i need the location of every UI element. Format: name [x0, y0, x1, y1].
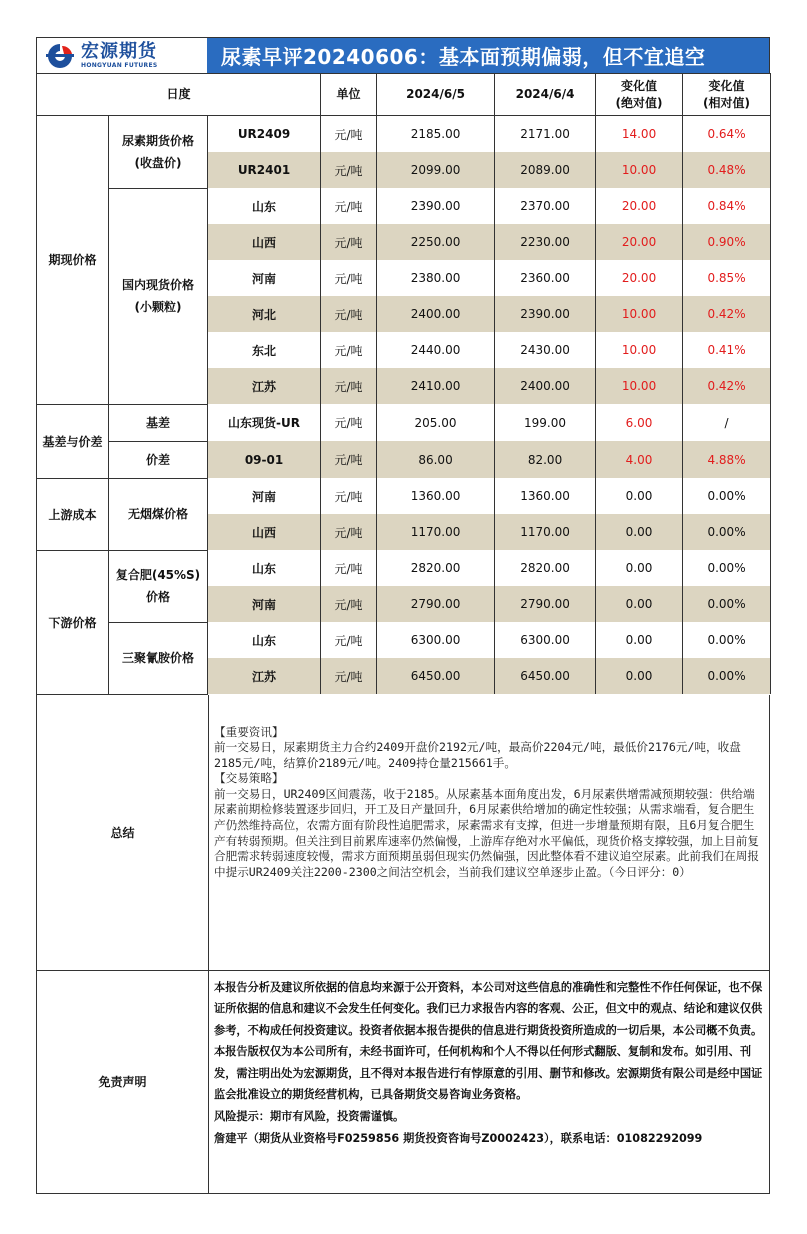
row-rel-change: 0.90% [683, 224, 771, 260]
row-rel-change: 0.41% [683, 332, 771, 368]
row-unit: 元/吨 [321, 152, 377, 188]
disclaimer-section [36, 971, 770, 1194]
row-unit: 元/吨 [321, 514, 377, 550]
row-abs-change: 0.00 [596, 478, 683, 514]
row-item: 河南 [208, 478, 321, 514]
subgroup-coal: 无烟煤价格 [109, 478, 208, 550]
row-rel-change: 0.00% [683, 478, 771, 514]
header-date1: 2024/6/5 [377, 74, 495, 116]
row-item: 09-01 [208, 441, 321, 478]
row-unit: 元/吨 [321, 332, 377, 368]
report-title: 尿素早评20240606：基本面预期偏弱，但不宜追空 [207, 38, 769, 73]
disclaimer-text [209, 971, 769, 1193]
hongyuan-logo-icon [43, 42, 77, 70]
row-unit: 元/吨 [321, 116, 377, 153]
row-unit: 元/吨 [321, 296, 377, 332]
row-unit: 元/吨 [321, 368, 377, 404]
subgroup-basis: 基差 [109, 404, 208, 441]
row-value-date2: 2230.00 [495, 224, 596, 260]
row-item: 山西 [208, 514, 321, 550]
row-rel-change: 0.42% [683, 368, 771, 404]
row-unit: 元/吨 [321, 441, 377, 478]
row-abs-change: 14.00 [596, 116, 683, 153]
row-value-date2: 1170.00 [495, 514, 596, 550]
row-abs-change: 20.00 [596, 188, 683, 224]
row-item: 河北 [208, 296, 321, 332]
row-abs-change: 10.00 [596, 368, 683, 404]
row-rel-change: 0.64% [683, 116, 771, 153]
row-value-date2: 1360.00 [495, 478, 596, 514]
row-abs-change: 10.00 [596, 332, 683, 368]
row-value-date1: 2390.00 [377, 188, 495, 224]
row-item: 河南 [208, 260, 321, 296]
header-date2: 2024/6/4 [495, 74, 596, 116]
row-value-date1: 2440.00 [377, 332, 495, 368]
row-abs-change: 20.00 [596, 224, 683, 260]
row-value-date2: 199.00 [495, 404, 596, 441]
row-value-date1: 2820.00 [377, 550, 495, 586]
row-value-date1: 2380.00 [377, 260, 495, 296]
row-abs-change: 0.00 [596, 586, 683, 622]
row-abs-change: 6.00 [596, 404, 683, 441]
row-value-date1: 2250.00 [377, 224, 495, 260]
subgroup-spread: 价差 [109, 441, 208, 478]
summary-text [209, 695, 769, 970]
row-abs-change: 0.00 [596, 550, 683, 586]
report-sheet [36, 37, 770, 1194]
news-heading: 【重要资讯】 [214, 724, 284, 739]
logo-english: HONGYUAN FUTURES [81, 61, 158, 69]
row-rel-change: 0.00% [683, 514, 771, 550]
disclaimer-label: 免责声明 [37, 971, 209, 1193]
header-abs-change: 变化值 (绝对值) [596, 74, 683, 116]
row-value-date2: 2430.00 [495, 332, 596, 368]
row-abs-change: 0.00 [596, 658, 683, 694]
row-abs-change: 20.00 [596, 260, 683, 296]
subgroup-compound-fertilizer: 复合肥(45%S) 价格 [109, 550, 208, 622]
row-rel-change: 0.84% [683, 188, 771, 224]
row-value-date2: 6300.00 [495, 622, 596, 658]
row-value-date1: 2185.00 [377, 116, 495, 153]
row-rel-change: 0.00% [683, 550, 771, 586]
row-item: 山东 [208, 188, 321, 224]
row-unit: 元/吨 [321, 658, 377, 694]
news-body: 前一交易日，尿素期货主力合约2409开盘价2192元/吨，最高价2204元/吨，最低价2176元/吨，收盘2185元/吨，结算价2189元/吨。2409持仓量215661手。 [214, 740, 741, 770]
row-value-date2: 2370.00 [495, 188, 596, 224]
row-rel-change: 0.00% [683, 586, 771, 622]
logo-chinese: 宏源期货 [81, 40, 157, 62]
table-row [37, 404, 771, 441]
row-item: 江苏 [208, 658, 321, 694]
row-item: 江苏 [208, 368, 321, 404]
row-value-date2: 2820.00 [495, 550, 596, 586]
row-unit: 元/吨 [321, 188, 377, 224]
row-unit: 元/吨 [321, 224, 377, 260]
row-value-date2: 2360.00 [495, 260, 596, 296]
row-item: 东北 [208, 332, 321, 368]
row-rel-change: 0.00% [683, 622, 771, 658]
row-unit: 元/吨 [321, 550, 377, 586]
summary-section [36, 695, 770, 971]
subgroup-melamine: 三聚氰胺价格 [109, 622, 208, 694]
row-unit: 元/吨 [321, 586, 377, 622]
row-value-date1: 1170.00 [377, 514, 495, 550]
row-value-date2: 82.00 [495, 441, 596, 478]
header-dimension: 日度 [37, 74, 321, 116]
row-value-date1: 205.00 [377, 404, 495, 441]
header-rel-change: 变化值 (相对值) [683, 74, 771, 116]
row-rel-change: 0.42% [683, 296, 771, 332]
table-row [37, 441, 771, 478]
strategy-heading: 【交易策略】 [214, 771, 284, 786]
row-item: UR2401 [208, 152, 321, 188]
row-value-date2: 2089.00 [495, 152, 596, 188]
row-value-date2: 2390.00 [495, 296, 596, 332]
group-upstream: 上游成本 [37, 478, 109, 550]
report-header [36, 37, 770, 73]
row-item: UR2409 [208, 116, 321, 153]
row-abs-change: 0.00 [596, 622, 683, 658]
group-basis-spread: 基差与价差 [37, 404, 109, 478]
row-value-date1: 6450.00 [377, 658, 495, 694]
row-unit: 元/吨 [321, 622, 377, 658]
row-rel-change: 0.00% [683, 658, 771, 694]
row-value-date2: 6450.00 [495, 658, 596, 694]
row-abs-change: 10.00 [596, 152, 683, 188]
row-rel-change: 0.85% [683, 260, 771, 296]
author-info: 詹建平（期货从业资格号F0259856 期货投资咨询号Z0002423），联系电话：01082292099 [214, 1131, 703, 1145]
group-downstream: 下游价格 [37, 550, 109, 694]
row-unit: 元/吨 [321, 404, 377, 441]
row-rel-change: 4.88% [683, 441, 771, 478]
table-row [37, 188, 771, 224]
row-item: 河南 [208, 586, 321, 622]
row-abs-change: 10.00 [596, 296, 683, 332]
table-row [37, 550, 771, 586]
header-unit: 单位 [321, 74, 377, 116]
row-value-date2: 2171.00 [495, 116, 596, 153]
row-item: 山东现货-UR [208, 404, 321, 441]
table-row [37, 622, 771, 658]
risk-notice: 风险提示：期市有风险，投资需谨慎。 [214, 1110, 405, 1124]
subgroup-spot-price: 国内现货价格 (小颗粒) [109, 188, 208, 404]
row-unit: 元/吨 [321, 478, 377, 514]
row-value-date2: 2790.00 [495, 586, 596, 622]
row-value-date1: 2099.00 [377, 152, 495, 188]
row-value-date1: 1360.00 [377, 478, 495, 514]
row-rel-change: 0.48% [683, 152, 771, 188]
row-value-date1: 6300.00 [377, 622, 495, 658]
row-item: 山东 [208, 622, 321, 658]
row-value-date1: 2410.00 [377, 368, 495, 404]
table-header-row [37, 74, 771, 116]
company-logo [37, 38, 207, 73]
row-value-date1: 86.00 [377, 441, 495, 478]
row-value-date2: 2400.00 [495, 368, 596, 404]
row-item: 山西 [208, 224, 321, 260]
row-value-date1: 2790.00 [377, 586, 495, 622]
group-spot-futures: 期现价格 [37, 116, 109, 405]
row-item: 山东 [208, 550, 321, 586]
row-value-date1: 2400.00 [377, 296, 495, 332]
strategy-body: 前一交易日，UR2409区间震荡，收于2185。从尿素基本面角度出发，6月尿素供增需减预期较强：供给端尿素前期检修装置逐步回归，开工及日产量回升，6月尿素供给增加的确定性较强；从需求端看，复合肥生产仍然维持高位，农需方面有阶段性追肥需求，尿素需求有支撑，但进一步增量预期有限，且6月复合肥生产有转弱预期。但关注到目前累库速率仍然偏慢，上游库存绝对水平偏低，现货价格支撑较强，加上目前复合肥需求转弱速度较慢，需求方面预期虽弱但现实仍然偏强，因此整体看不建议追空尿素。此前我们在周报中提示UR2409关注2200-2300之间沽空机会，当前我们建议空单逐步止盈。（今日评分：0） [214, 786, 759, 879]
row-abs-change: 0.00 [596, 514, 683, 550]
table-row [37, 478, 771, 514]
row-abs-change: 4.00 [596, 441, 683, 478]
table-row [37, 116, 771, 153]
row-unit: 元/吨 [321, 260, 377, 296]
disclaimer-body: 本报告分析及建议所依据的信息均来源于公开资料，本公司对这些信息的准确性和完整性不作任何保证，也不保证所依据的信息和建议不会发生任何变化。我们已力求报告内容的客观、公正，但文中的观点、结论和建议仅供参考，不构成任何投资建议。投资者依据本报告提供的信息进行期货投资所造成的一切后果，本公司概不负责。本报告版权仅为本公司所有，未经书面许可，任何机构和个人不得以任何形式翻版、复制和发布。如引用、刊发，需注明出处为宏源期货，且不得对本报告进行有悖原意的引用、删节和修改。宏源期货有限公司是经中国证监会批准设立的期货经营机构，已具备期货交易咨询业务资格。 [214, 980, 763, 1102]
row-rel-change: / [683, 404, 771, 441]
subgroup-futures-price: 尿素期货价格 (收盘价) [109, 116, 208, 189]
summary-label: 总结 [37, 695, 209, 970]
price-table [36, 73, 771, 695]
